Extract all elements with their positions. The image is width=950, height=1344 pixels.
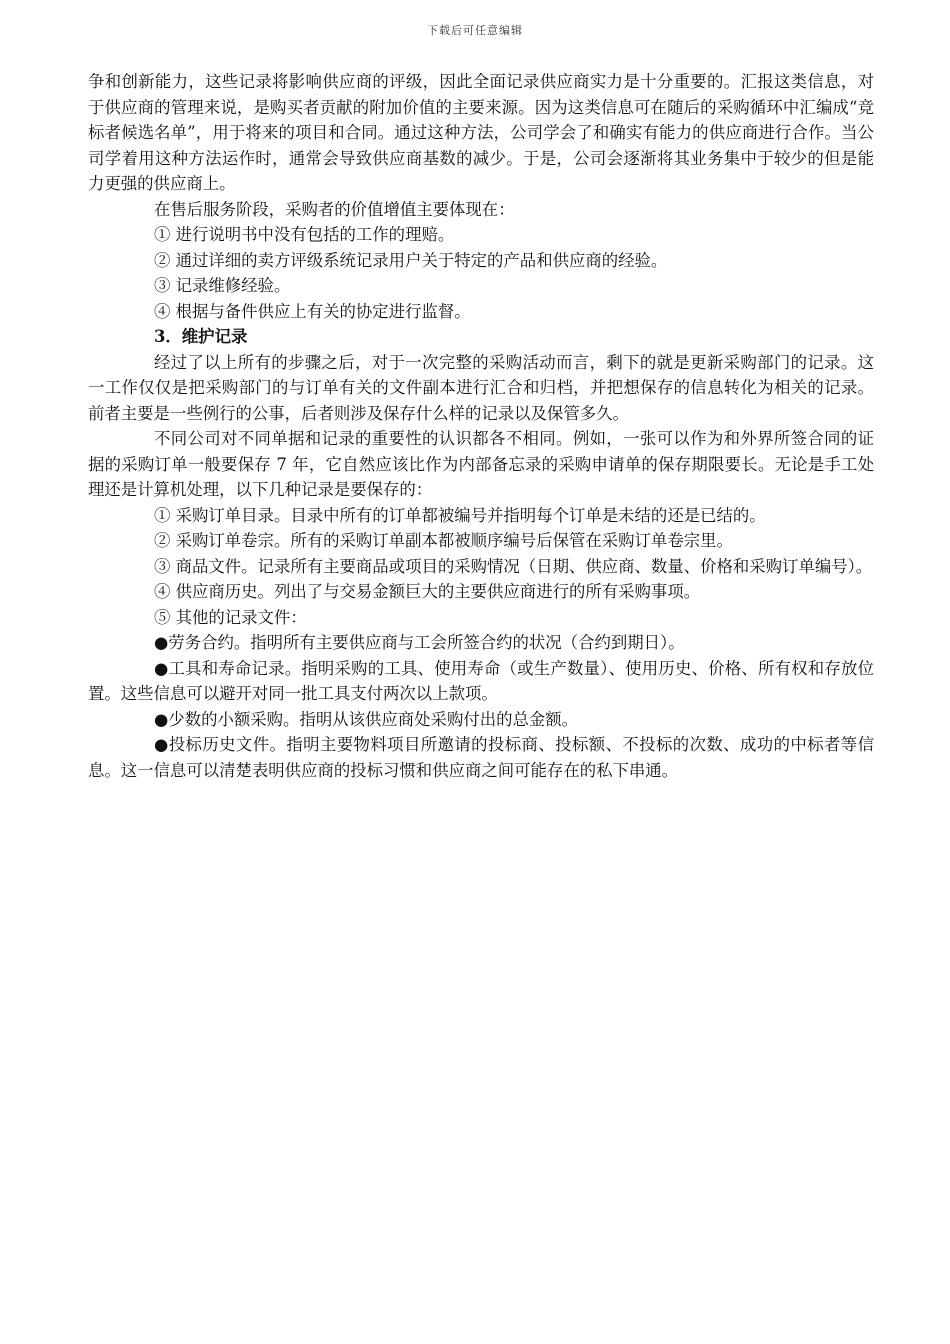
section-heading: 3．维护记录 [154,327,248,346]
list-item: ③ 商品文件。记录所有主要商品或项目的采购情况（日期、供应商、数量、价格和采购订单编号）。 [154,556,873,576]
bullet-item: ●投标历史文件。指明主要物料项目所邀请的投标商、投标额、不投标的次数、成功的中标者等信息。这一信息可以清楚表明供应商的投标习惯和供应商之间可能存在的私下串通。 [88,735,874,780]
list-item: ② 采购订单卷宗。所有的采购订单副本都被顺序编号后保管在采购订单卷宗里。 [154,531,733,550]
bullet-item: ●少数的小额采购。指明从该供应商处采购付出的总金额。 [154,709,579,729]
list-item: ⑤ 其他的记录文件： [154,607,307,627]
list-item: ③ 记录维修经验。 [154,276,291,295]
page-header: 下载后可任意编辑 [427,24,523,37]
bullet-item: ●劳务合约。指明所有主要供应商与工会所签合约的状况（合约到期日）。 [154,633,685,652]
paragraph: 不同公司对不同单据和记录的重要性的认识都各不相同。例如，一张可以作为和外界所签合同的证据的采购订单一般要保存 7 年，它自然应该比作为内部备忘录的采购申请单的保存期限要长。无论是手工处理还是计算机处理，以下几种记录是要保存的： [88,429,874,499]
list-item: ④ 根据与备件供应上有关的协定进行监督。 [154,301,471,321]
document-body [88,69,874,783]
list-item: ② 通过详细的卖方评级系统记录用户关于特定的产品和供应商的经验。 [154,250,668,270]
paragraph-after-sales-intro: 在售后服务阶段，采购者的价值增值主要体现在： [154,199,515,219]
list-item: ④ 供应商历史。列出了与交易金额巨大的主要供应商进行的所有采购事项。 [154,582,701,601]
list-item: ① 进行说明书中没有包括的工作的理赔。 [154,225,455,244]
paragraph: 经过了以上所有的步骤之后，对于一次完整的采购活动而言，剩下的就是更新采购部门的记录。这一工作仅仅是把采购部门的与订单有关的文件副本进行汇合和归档，并把想保存的信息转化为相关的记录。前者主要是一些例行的公事，后者则涉及保存什么样的记录以及保管多久。 [88,352,874,423]
bullet-item: ●工具和寿命记录。指明采购的工具、使用寿命（或生产数量）、使用历史、价格、所有权和存放位置。这些信息可以避开对同一批工具支付两次以上款项。 [88,658,874,703]
paragraph-continuation: 争和创新能力，这些记录将影响供应商的评级，因此全面记录供应商实力是十分重要的。汇报这类信息，对于供应商的管理来说，是购买者贡献的附加价值的主要来源。因为这类信息可在随后的采购循环中汇编成“竞标者候选名单”，用于将来的项目和合同。通过这种方法，公司学会了和确实有能力的供应商进行合作。当公司学着用这种方法运作时，通常会导致供应商基数的减少。于是，公司会逐渐将其业务集中于较少的但是能力更强的供应商上。 [88,72,874,193]
list-item: ① 采购订单目录。目录中所有的订单都被编号并指明每个订单是未结的还是已结的。 [154,505,766,525]
